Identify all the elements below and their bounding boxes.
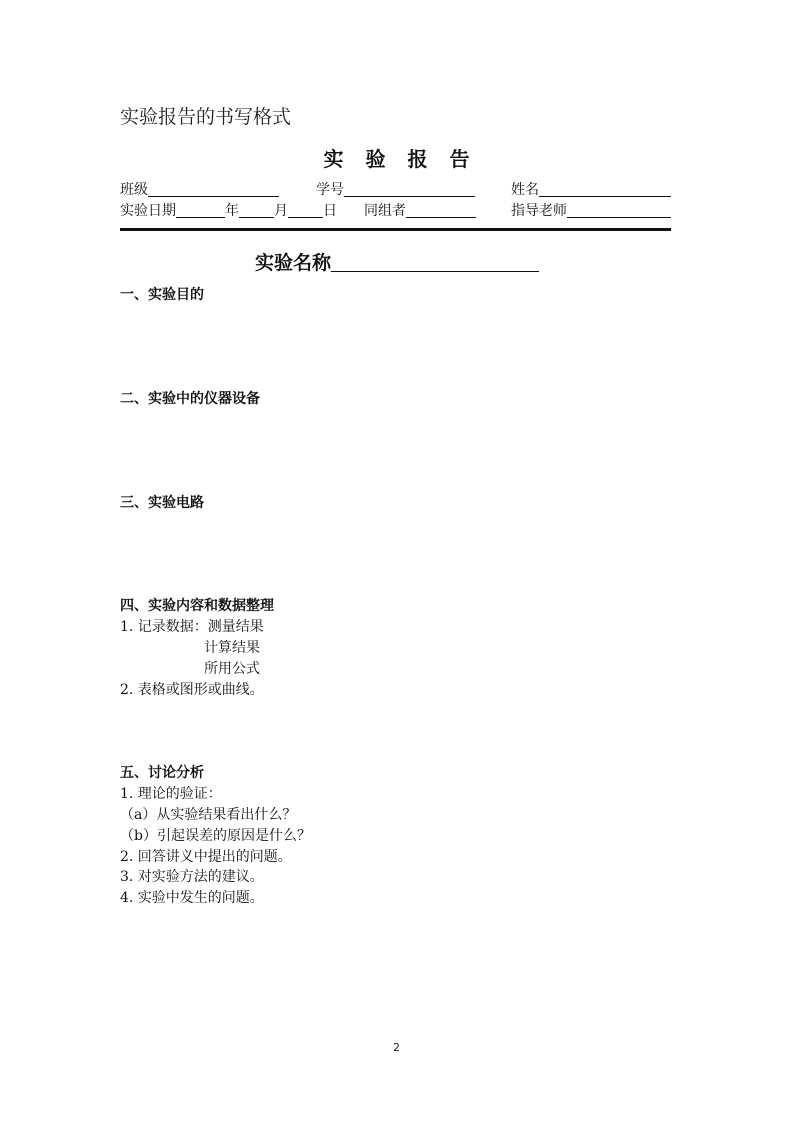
- advisor-blank: [567, 202, 671, 218]
- discussion-item-1a: （a）从实验结果看出什么？: [120, 807, 297, 823]
- section-heading-discussion: 五、讨论分析: [120, 765, 204, 781]
- content-item-1-sub-1: 计算结果: [204, 640, 260, 656]
- discussion-item-1: 1. 理论的验证：: [120, 786, 222, 802]
- report-heading: 实验报告: [323, 147, 492, 171]
- content-item-1-sub-2: 所用公式: [204, 661, 260, 677]
- discussion-item-1b: （b）引起误差的原因是什么？: [120, 828, 311, 844]
- advisor-field: [511, 201, 671, 221]
- class-blank: [148, 181, 279, 197]
- discussion-item-3: 3. 对实验方法的建议。: [120, 869, 264, 885]
- experiment-name-field: [255, 250, 539, 276]
- name-label: 姓名: [511, 182, 539, 198]
- page-number: 2: [393, 1041, 400, 1054]
- section-heading-instruments: 二、实验中的仪器设备: [120, 391, 260, 407]
- advisor-label: 指导老师: [511, 203, 567, 219]
- partner-field: [364, 201, 476, 221]
- day-blank: [288, 202, 323, 218]
- date-label: 实验日期: [120, 203, 176, 219]
- section-heading-purpose: 一、实验目的: [120, 287, 204, 303]
- class-field: [120, 180, 279, 200]
- student-id-label: 学号: [316, 182, 344, 198]
- year-blank: [176, 202, 225, 218]
- student-id-blank: [344, 181, 475, 197]
- discussion-item-2: 2. 回答讲义中提出的问题。: [120, 849, 292, 865]
- month-label: 月: [274, 203, 288, 219]
- date-field: [120, 201, 337, 221]
- section-heading-content: 四、实验内容和数据整理: [120, 598, 274, 614]
- name-field: [511, 180, 671, 200]
- header-divider: [120, 228, 671, 231]
- partner-label: 同组者: [364, 203, 406, 219]
- discussion-item-4: 4. 实验中发生的问题。: [120, 890, 264, 906]
- content-item-2: 2. 表格或图形或曲线。: [120, 682, 264, 698]
- student-id-field: [316, 180, 475, 200]
- partner-blank: [406, 202, 476, 218]
- document-title: 实验报告的书写格式: [120, 106, 292, 128]
- content-item-1: 1. 记录数据：测量结果: [120, 619, 264, 635]
- name-blank: [539, 181, 671, 197]
- day-label: 日: [323, 203, 337, 219]
- section-heading-circuit: 三、实验电路: [120, 495, 204, 511]
- experiment-name-label: 实验名称: [255, 252, 332, 274]
- experiment-name-blank: [331, 253, 539, 272]
- class-label: 班级: [120, 182, 148, 198]
- month-blank: [239, 202, 274, 218]
- year-label: 年: [225, 203, 239, 219]
